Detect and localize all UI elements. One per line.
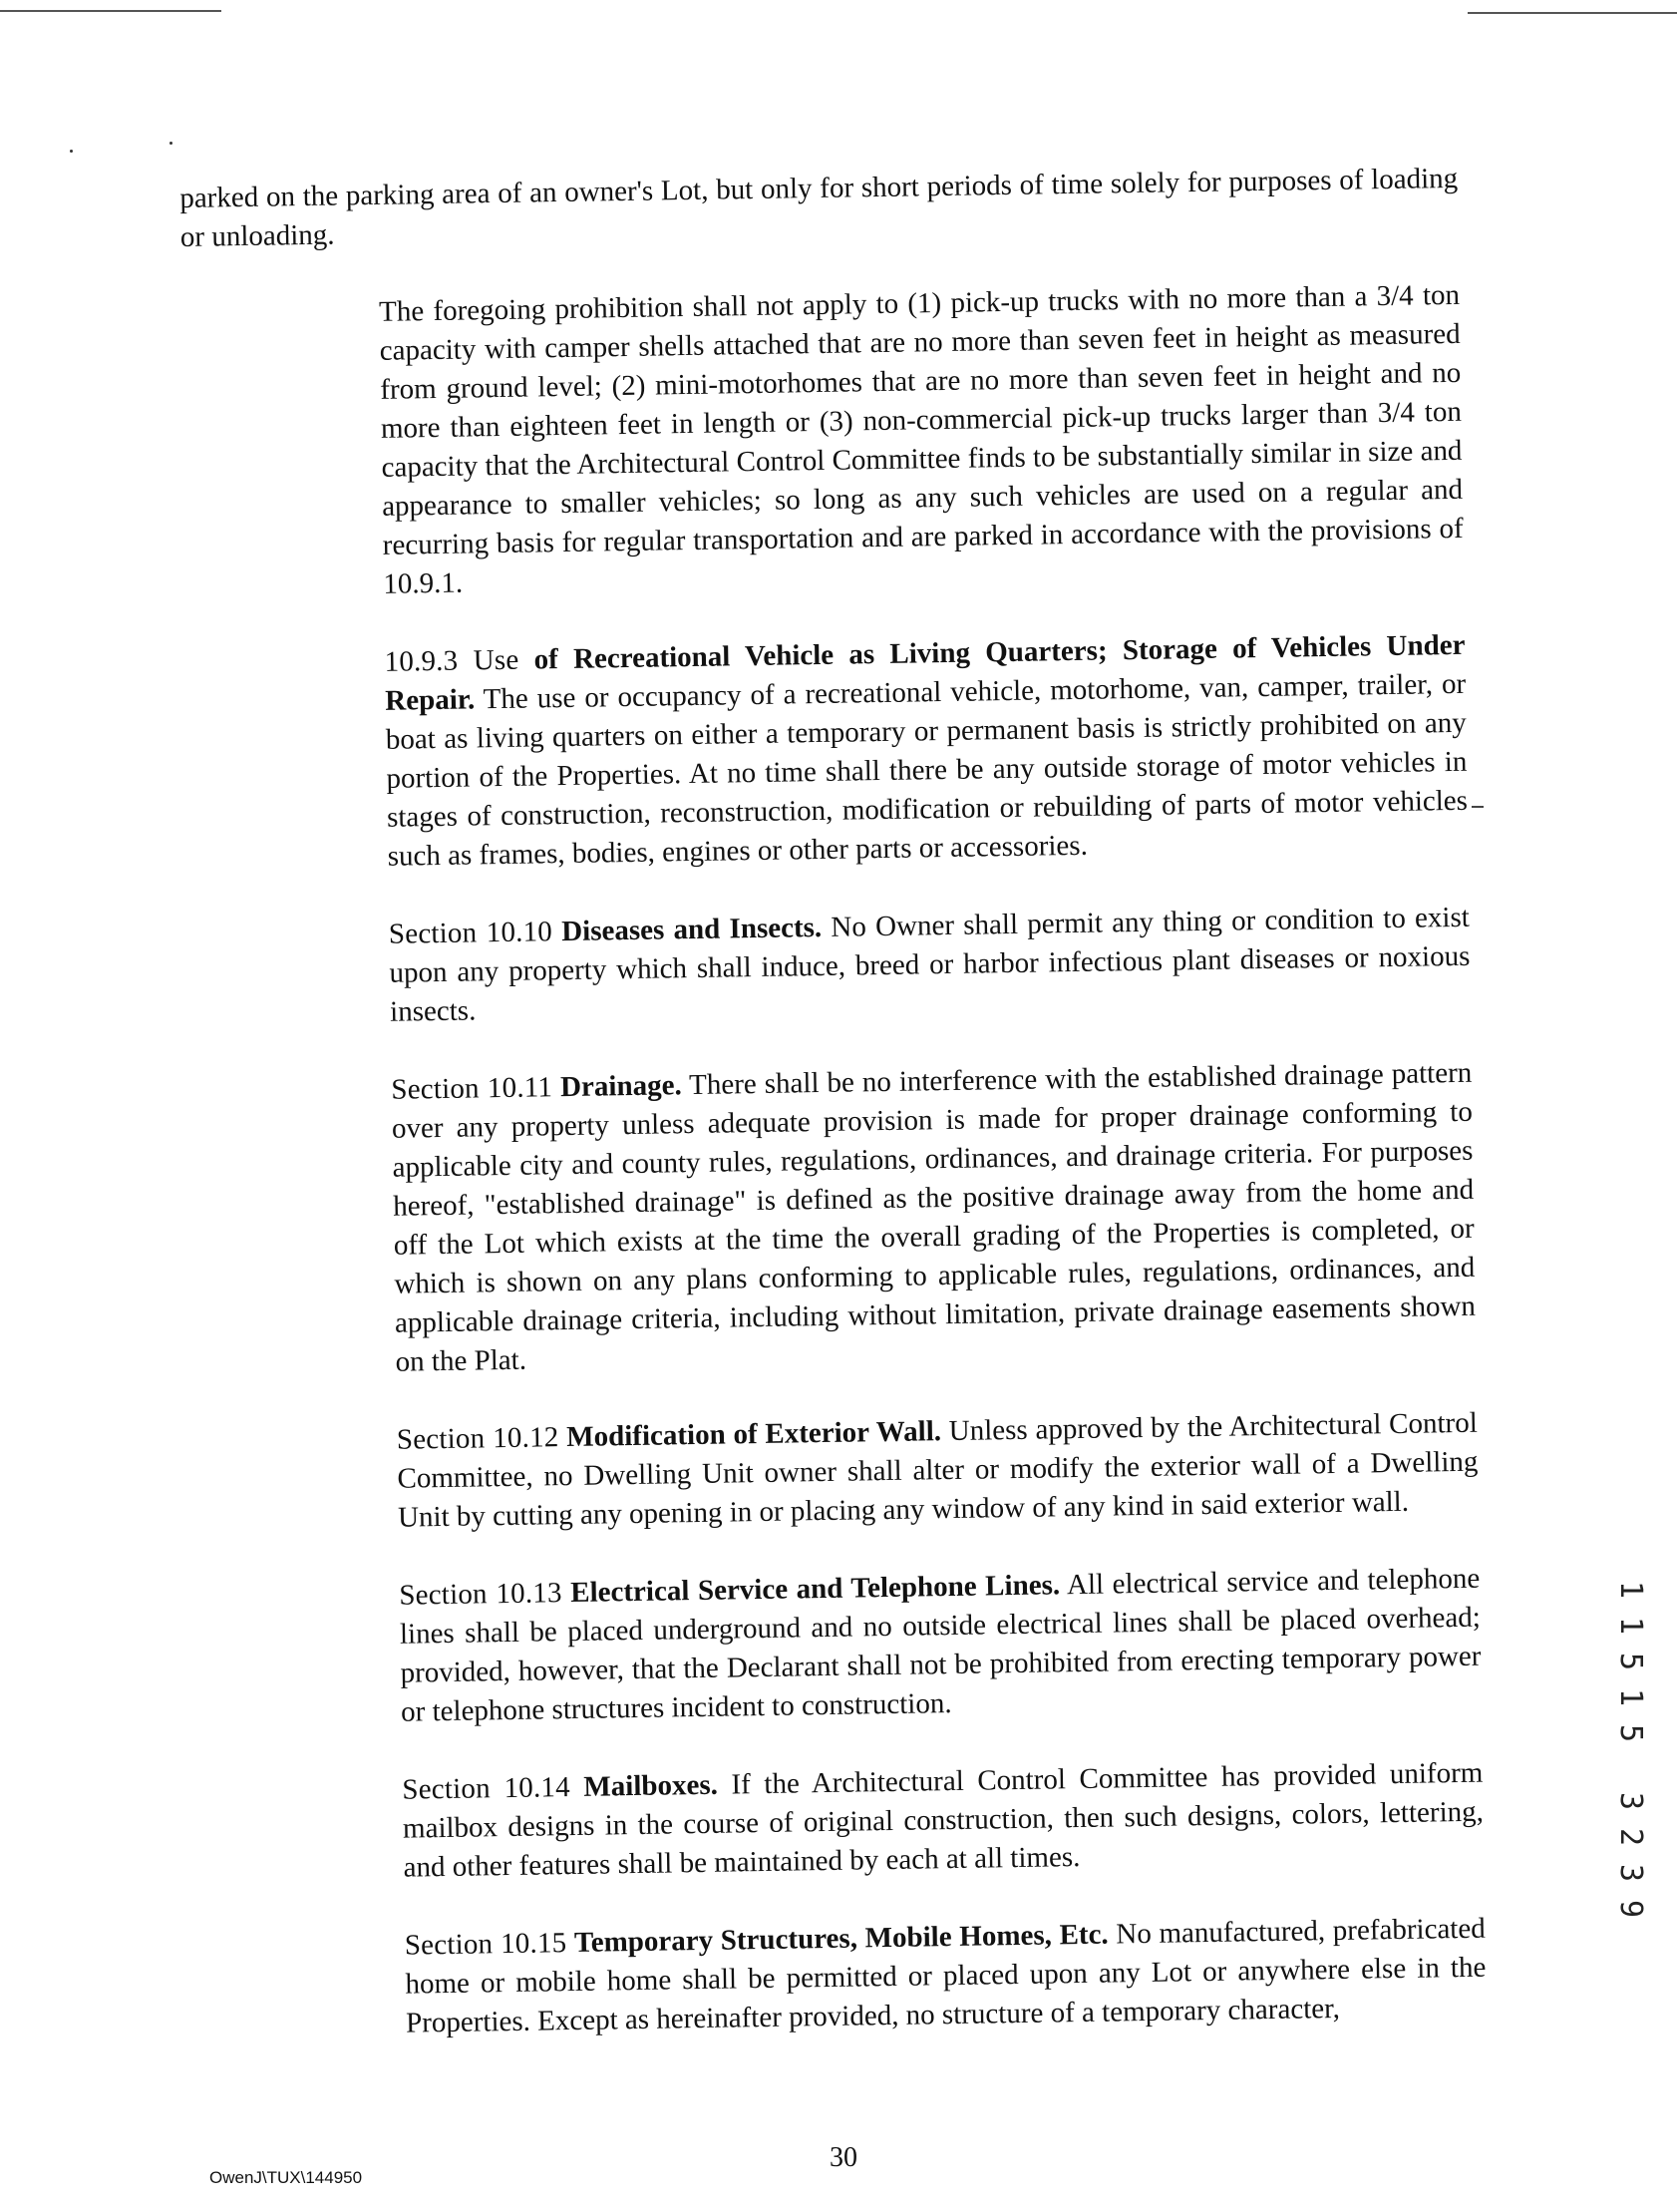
margin-mark [1472,806,1484,808]
section-heading: Mailboxes. [583,1768,719,1803]
scan-speck [70,150,73,153]
stamp-digit: 2 [1613,1827,1648,1847]
section-number: Section 10.13 [399,1577,562,1612]
section-body: All electrical service and telephone lines shall be placed underground and no outside electrical lines shall be placed overhead; provided, however, that the Declarant shall not be prohibited from erecting temporary power or telephone structures incident to construction. [399,1562,1482,1728]
section-heading: Modification of Exterior Wall. [565,1415,942,1454]
section-10-15 [207,1910,1488,2046]
recording-stamp [1613,1572,1648,1927]
section-10-11 [193,1054,1477,1385]
section-number: Section 10.10 [388,916,553,950]
paragraph-exceptions: The foregoing prohibition shall not apply to (1) pick-up trucks with no more than a 3/4 ton capacity with camper shells attached that are no more than seven feet in height as measured from ground level; (2) mini-motorhomes that are no more than seven feet in height and no more than eighteen feet in length or (3) non-commercial pick-up trucks larger than 3/4 ton capacity that the Architectural Control Committee finds to be substantially similar in size and appearance to smaller vehicles; so long as any such vehicles are used on a regular and recurring basis for regular transportation and are parked in accordance with the provisions of 10.9.1. [378,278,1464,600]
stamp-digit: 3 [1613,1791,1648,1811]
paragraph-continuation: parked on the parking area of an owner's Lot, but only for short periods of time solely for purposes of loading or unloading. [179,162,1459,253]
section-number: Section 10.12 [396,1421,559,1456]
footer-file-reference: OwenJ\TUX\144950 [209,2168,363,2187]
section-heading: Drainage. [559,1069,682,1104]
stamp-digit: 5 [1613,1723,1648,1743]
section-heading: of Recreational Vehicle as Living Quarters; Storage of Vehicles Under Repair. [384,628,1466,717]
stamp-digit: 1 [1613,1687,1648,1707]
section-body: No Owner shall permit any thing or condition to exist upon any property which shall induce, breed or harbor infectious plant diseases or noxious insects. [389,901,1471,1028]
top-right-rule [1468,12,1677,14]
section-10-14 [204,1754,1485,1891]
section-10-13 [201,1560,1482,1735]
section-body: Unless approved by the Architectural Control Committee, no Dwelling Unit owner shall alter or modify the exterior wall of a Dwelling Unit by cutting any opening in or placing any window of any kind in said exterior wall. [397,1406,1479,1534]
stamp-digit: 5 [1613,1652,1648,1671]
stamp-digit: 9 [1613,1899,1648,1919]
section-body: There shall be no interference with the established drainage pattern over any property unless adequate provision is made for proper drainage conforming to applicable city and county rules, regulations, ordinances, and drainage criteria. For purposes hereof, "established drainage" is defined as the positive drainage away from the home and off the Lot which exists at the time the overall grading of the Properties is completed, or which is shown on any plans conforming to applicable rules, regulations, ordinances, and applicable drainage criteria, including without limitation, private drainage easements shown on the Plat. [391,1056,1477,1378]
section-body: If the Architectural Control Committee has provided uniform mailbox designs in the course of original construction, then such designs, colors, lettering, and other features shall be maintained by each at all times. [402,1756,1485,1884]
page-number: 30 [830,2142,857,2173]
section-heading: Electrical Service and Telephone Lines. [569,1569,1061,1610]
section-10-10 [191,899,1472,1035]
section-body: The use or occupancy of a recreational vehicle, motorhome, van, camper, trailer, or boat as living quarters on either a temporary or permanent basis is strictly prohibited on any portion of the Properties. At no time shall there be any outside storage of motor vehicles in stages of construction, reconstruction, modification or rebuilding of parts of motor vehicles such as frames, bodies, engines or other parts or accessories. [385,667,1469,873]
stamp-digit: 1 [1613,1616,1648,1636]
section-number: Section 10.15 [404,1927,567,1962]
document-page [179,160,1487,2046]
section-heading: Diseases and Insects. [560,911,823,948]
section-number: 10.9.3 Use [384,643,519,678]
section-10-9-3 [186,626,1469,880]
section-heading: Temporary Structures, Mobile Homes, Etc. [573,1918,1109,1959]
section-body: No manufactured, prefabricated home or mobile home shall be permitted or placed upon any Lot or anywhere else in the Properties. Except as hereinafter provided, no structure of a temporary character, [405,1912,1487,2039]
top-left-rule [0,10,221,12]
section-number: Section 10.11 [391,1071,553,1106]
section-10-12 [199,1404,1480,1541]
stamp-digit: 3 [1613,1863,1648,1883]
scan-speck [169,142,172,145]
stamp-digit: 1 [1613,1580,1648,1600]
section-number: Section 10.14 [402,1771,571,1806]
